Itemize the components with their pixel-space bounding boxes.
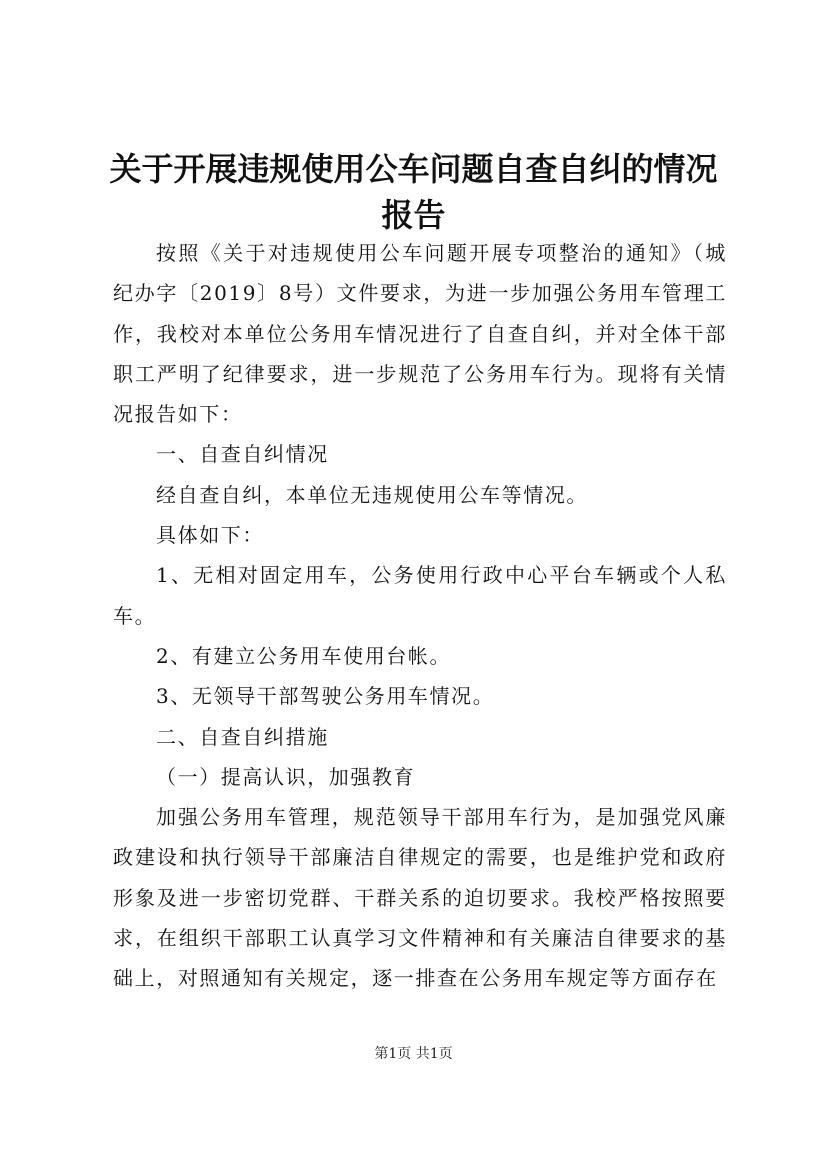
paragraph: 具体如下： [156, 523, 264, 548]
paragraph: 经自查自纠，本单位无违规使用公车等情况。 [156, 482, 588, 507]
subsection-heading: （一）提高认识，加强教育 [156, 764, 416, 789]
list-item: 2、有建立公务用车使用台帐。 [156, 643, 452, 668]
section-heading-2: 二、自查自纠措施 [156, 724, 329, 749]
list-item: 3、无领导干部驾驶公务用车情况。 [156, 684, 495, 709]
document-body [113, 233, 727, 999]
paragraph-intro: 按照《关于对违规使用公车问题开展专项整治的通知》（城纪办字〔2019〕8号）文件要求，为进一步加强公务用车管理工作，我校对本单位公务用车情况进行了自查自纠，并对全体干部职工严明了纪律要求，进一步规范了公务用车行为。现将有关情况报告如下： [113, 241, 727, 427]
paragraph: 加强公务用车管理，规范领导干部用车行为，是加强党风廉政建设和执行领导干部廉洁自律规定的需要，也是维护党和政府形象及进一步密切党群、干群关系的迫切要求。我校严格按照要求，在组织干部职工认真学习文件精神和有关廉洁自律要求的基础上，对照通知有关规定，逐一排查在公务用车规定等方面存在 [113, 805, 727, 991]
section-heading-1: 一、自查自纠情况 [156, 442, 329, 467]
page-number-footer: 第1页 共1页 [374, 1046, 453, 1062]
document-title: 关于开展违规使用公车问题自查自纠的情况报告 [109, 150, 718, 234]
list-item: 1、无相对固定用车，公务使用行政中心平台车辆或个人私车。 [113, 563, 727, 628]
